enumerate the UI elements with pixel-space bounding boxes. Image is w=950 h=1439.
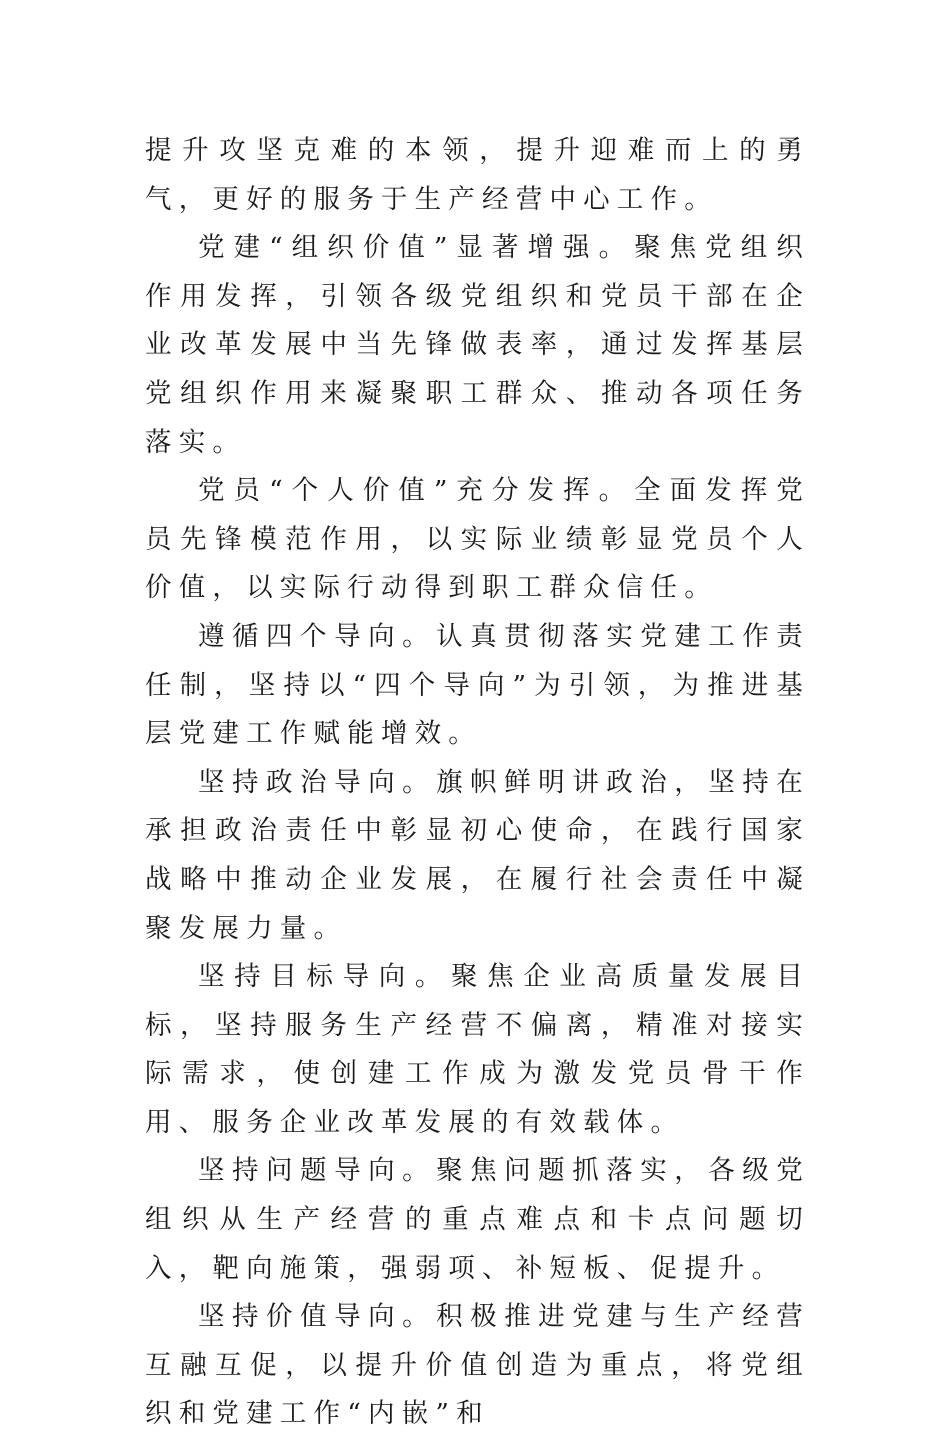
paragraph-organization-value: 党建“组织价值”显著增强。聚焦党组织作用发挥，引领各级党组织和党员干部在企业改革发展中当先锋做表率，通过发挥基层党组织作用来凝聚职工群众、推动各项任务落实。 [145,232,810,458]
paragraph-continuation: 提升攻坚克难的本领，提升迎难而上的勇气，更好的服务于生产经营中心工作。 [145,135,810,215]
document-body [145,127,810,1439]
paragraph-political-orientation: 坚持政治导向。旗帜鲜明讲政治，坚持在承担政治责任中彰显初心使命，在践行国家战略中推动企业发展，在履行社会责任中凝聚发展力量。 [145,766,810,944]
paragraph-personal-value: 党员“个人价值”充分发挥。全面发挥党员先锋模范作用，以实际业绩彰显党员个人价值，以实际行动得到职工群众信任。 [145,475,810,604]
paragraph-four-orientations: 遵循四个导向。认真贯彻落实党建工作责任制，坚持以“四个导向”为引领，为推进基层党建工作赋能增效。 [145,620,810,750]
paragraph-goal-orientation: 坚持目标导向。聚焦企业高质量发展目标，坚持服务生产经营不偏离，精准对接实际需求，使创建工作成为激发党员骨干作用、服务企业改革发展的有效载体。 [145,961,810,1138]
paragraph-value-orientation: 坚持价值导向。积极推进党建与生产经营互融互促，以提升价值创造为重点，将党组织和党建工作“内嵌”和 [145,1301,810,1430]
paragraph-problem-orientation: 坚持问题导向。聚焦问题抓落实，各级党组织从生产经营的重点难点和卡点问题切入，靶向施策，强弱项、补短板、促提升。 [145,1155,810,1284]
